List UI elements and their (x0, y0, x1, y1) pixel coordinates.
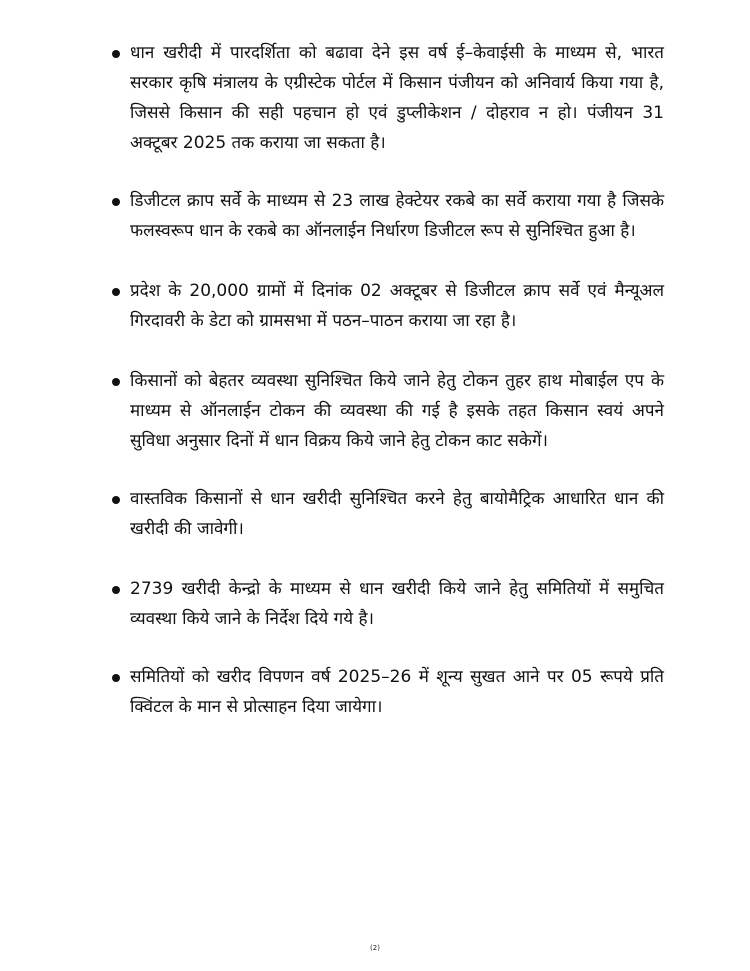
bullet-list (112, 38, 664, 722)
bullet-item (112, 276, 664, 336)
bullet-text: किसानों को बेहतर व्यवस्था सुनिश्चित किये जाने हेतु टोकन तुहर हाथ मोबाईल एप के माध्यम से ऑनलाईन टोकन की व्यवस्था की गई है इसके तहत किसान स्वयं अपने सुविधा अनुसार दिनों में धान विक्रय किये जाने हेतु टोकन काट सकेगें। (130, 371, 664, 451)
page-number: (2) (370, 944, 380, 952)
bullet-text: वास्तविक किसानों से धान खरीदी सुनिश्चित करने हेतु बायोमैट्रिक आधारित धान की खरीदी की जावेगी। (130, 489, 664, 539)
bullet-text: 2739 खरीदी केन्द्रो के माध्यम से धान खरीदी किये जाने हेतु समितियों में समुचित व्यवस्था किये जाने के निर्देश दिये गये है। (130, 579, 664, 629)
bullet-text: धान खरीदी में पारदर्शिता को बढावा देने इस वर्ष ई–केवाईसी के माध्यम से, भारत सरकार कृषि मंत्रालय के एग्रीस्टेक पोर्टल में किसान पंजीयन को अनिवार्य किया गया है, जिससे किसान की सही पहचान हो एवं डुप्लीकेशन / दोहराव न हो। पंजीयन 31 अक्टूबर 2025 तक कराया जा सकता है। (130, 43, 664, 153)
bullet-item (112, 186, 664, 246)
bullet-item (112, 484, 664, 544)
bullet-item (112, 574, 664, 634)
bullet-text: डिजीटल क्राप सर्वे के माध्यम से 23 लाख हेक्टेयर रकबे का सर्वे कराया गया है जिसके फलस्वरूप धान के रकबे का ऑनलाईन निर्धारण डिजीटल रूप से सुनिश्चित हुआ है। (130, 191, 664, 241)
bullet-item (112, 38, 664, 158)
bullet-icon (112, 586, 120, 594)
bullet-item (112, 662, 664, 722)
bullet-icon (112, 674, 120, 682)
bullet-icon (112, 496, 120, 504)
bullet-icon (112, 378, 120, 386)
bullet-icon (112, 288, 120, 296)
bullet-text: प्रदेश के 20,000 ग्रामों में दिनांक 02 अक्टूबर से डिजीटल क्राप सर्वे एवं मैन्यूअल गिरदावरी के डेटा को ग्रामसभा में पठन–पाठन कराया जा रहा है। (130, 281, 664, 331)
bullet-text: समितियों को खरीद विपणन वर्ष 2025–26 में शून्य सुखत आने पर 05 रूपये प्रति क्विंटल के मान से प्रोत्साहन दिया जायेगा। (130, 667, 664, 717)
bullet-icon (112, 198, 120, 206)
bullet-item (112, 366, 664, 456)
bullet-icon (112, 50, 120, 58)
